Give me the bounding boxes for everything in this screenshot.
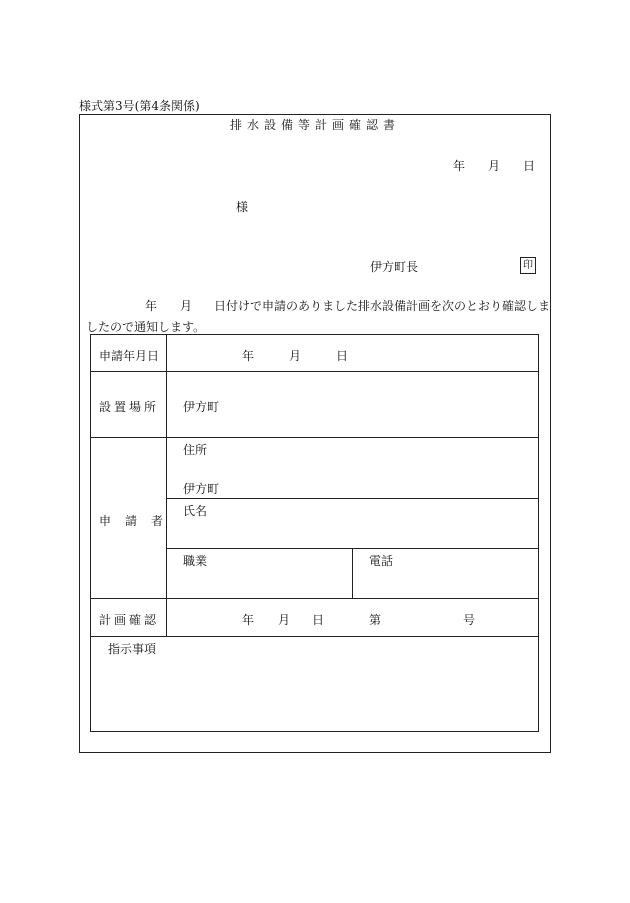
application-date-year: 年 <box>242 349 255 363</box>
location-value: 伊方町 <box>183 400 220 414</box>
row-divider <box>91 636 538 637</box>
applicant-address-value: 伊方町 <box>183 482 220 496</box>
plan-confirmation-number-suffix: 号 <box>463 613 476 627</box>
issue-date-year: 年 <box>453 159 466 173</box>
body-year: 年 <box>145 299 158 313</box>
row-divider <box>91 598 538 599</box>
document-title: 排水設備等計画確認書 <box>229 118 400 132</box>
addressee-suffix: 様 <box>236 200 249 214</box>
location-label: 設置場所 <box>99 400 160 414</box>
column-divider <box>352 548 353 598</box>
issuer-name: 伊方町長 <box>370 260 419 274</box>
row-divider <box>166 498 538 499</box>
application-date-month: 月 <box>289 349 302 363</box>
form-number: 様式第3号(第4条関係) <box>79 99 200 113</box>
instructions-label: 指示事項 <box>108 642 157 656</box>
body-month: 月 <box>180 299 193 313</box>
seal-mark: 印 <box>520 257 536 274</box>
applicant-phone-label: 電話 <box>369 554 394 568</box>
column-divider <box>166 335 167 636</box>
applicant-address-label: 住所 <box>183 443 208 457</box>
plan-confirmation-day: 日 <box>312 613 325 627</box>
plan-confirmation-year: 年 <box>242 613 255 627</box>
application-date-day: 日 <box>336 349 349 363</box>
applicant-name-label: 氏名 <box>183 504 208 518</box>
confirmation-table <box>90 334 539 732</box>
plan-confirmation-label: 計画確認 <box>99 613 160 627</box>
body-sentence-line1: 日付けで申請のありました排水設備計画を次のとおり確認しま <box>214 299 551 313</box>
applicant-label: 申請者 <box>99 514 178 528</box>
issue-date-month: 月 <box>488 159 501 173</box>
application-date-label: 申請年月日 <box>99 349 160 363</box>
row-divider <box>91 437 538 438</box>
applicant-occupation-label: 職業 <box>183 554 208 568</box>
plan-confirmation-number-prefix: 第 <box>369 613 382 627</box>
issue-date-day: 日 <box>523 159 536 173</box>
row-divider <box>91 371 538 372</box>
body-sentence-line2: したので通知します。 <box>86 320 206 334</box>
plan-confirmation-month: 月 <box>278 613 291 627</box>
